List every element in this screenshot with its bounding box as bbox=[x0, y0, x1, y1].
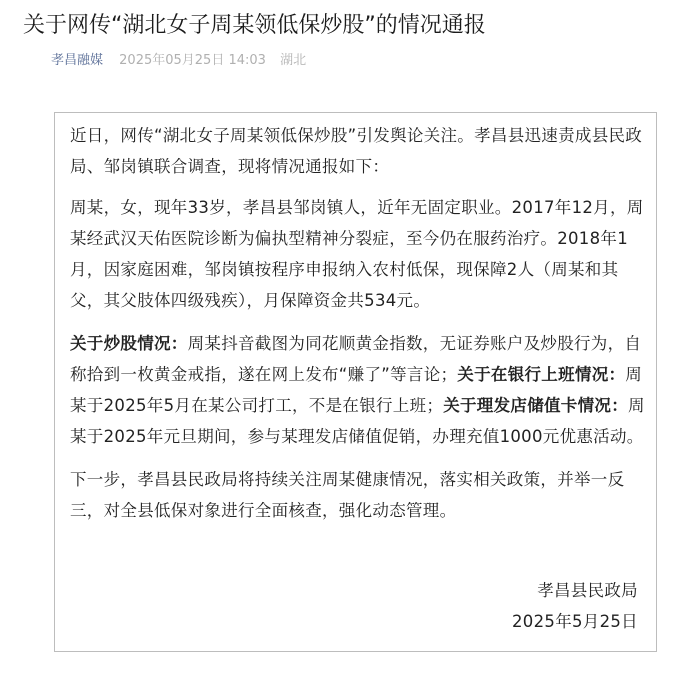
notice-card bbox=[54, 112, 657, 652]
article-meta bbox=[51, 51, 306, 71]
notice-body bbox=[70, 120, 645, 526]
article-title: 关于网传“湖北女子周某领低保炒股”的情况通报 bbox=[23, 13, 486, 38]
text-salon-card: 周某于2025年元旦期间，参与某理发店储值促销，办理充值1000元优惠活动。 bbox=[70, 396, 645, 446]
publish-datetime: 2025年05月25日 14:03 bbox=[119, 53, 266, 68]
text-stock-trading: 周某抖音截图为同花顺黄金指数，无证券账户及炒股行为，自称拾到一枚黄金戒指，遂在网上发布“赚了”等言论； bbox=[70, 334, 642, 384]
source-account-link[interactable]: 孝昌融媒 bbox=[51, 53, 104, 68]
notice-paragraph-intro: 近日，网传“湖北女子周某领低保炒股”引发舆论关注。孝昌县迅速责成县民政局、邹岗镇联合调查，现将情况通报如下： bbox=[70, 126, 643, 176]
heading-salon-card: 关于理发店储值卡情况： bbox=[443, 396, 629, 415]
notice-paragraph-next-steps: 下一步，孝昌县民政局将持续关注周某健康情况，落实相关政策，并举一反三，对全县低保对象进行全面核查，强化动态管理。 bbox=[70, 470, 625, 520]
publish-location: 湖北 bbox=[280, 53, 307, 68]
notice-paragraph-findings bbox=[70, 328, 645, 452]
notice-paragraph-background: 周某，女，现年33岁，孝昌县邹岗镇人，近年无固定职业。2017年12月，周某经武汉天佑医院诊断为偏执型精神分裂症，至今仍在服药治疗。2018年1月，因家庭困难，邹岗镇按程序申报纳入农村低保，现保障2人（周某和其父，其父肢体四级残疾），月保障资金共534元。 bbox=[70, 198, 644, 310]
notice-signature-block bbox=[512, 575, 638, 637]
signature-date: 2025年5月25日 bbox=[512, 612, 638, 631]
text-bank-job: 周某于2025年5月在某公司打工，不是在银行上班； bbox=[70, 365, 643, 415]
signature-issuer: 孝昌县民政局 bbox=[537, 581, 638, 600]
heading-stock-trading: 关于炒股情况： bbox=[70, 334, 188, 353]
heading-bank-job: 关于在银行上班情况： bbox=[457, 365, 626, 384]
